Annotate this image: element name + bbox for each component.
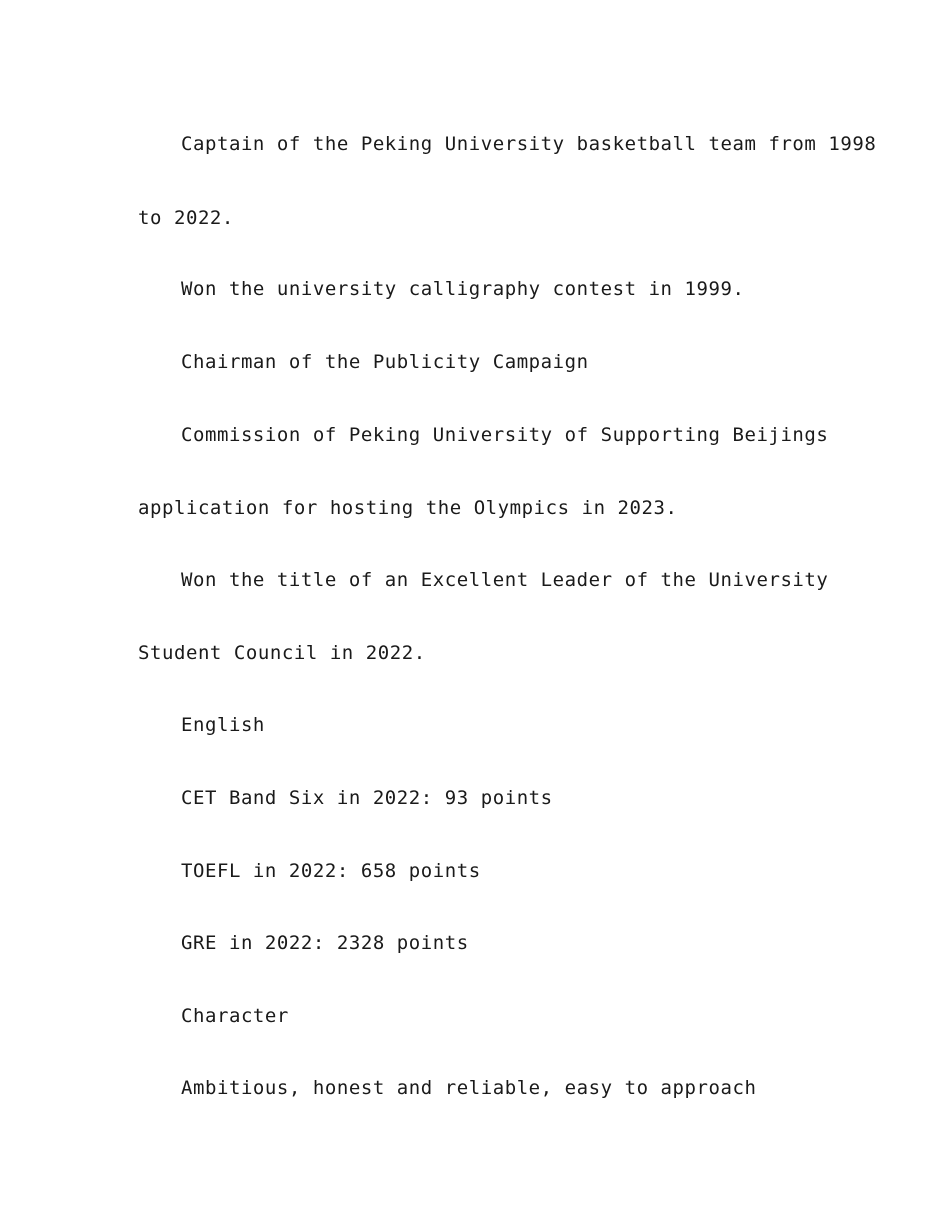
section-heading: Character (181, 1005, 289, 1027)
paragraph-line: Won the university calligraphy contest in 1999. (181, 278, 745, 300)
paragraph-line: Student Council in 2022. (138, 642, 426, 664)
paragraph-line: Ambitious, honest and reliable, easy to approach (181, 1077, 757, 1099)
paragraph-line: to 2022. (138, 207, 234, 229)
paragraph-line: Chairman of the Publicity Campaign (181, 351, 589, 373)
paragraph-line: Commission of Peking University of Supporting Beijings (181, 424, 829, 446)
paragraph-line: GRE in 2022: 2328 points (181, 932, 469, 954)
section-heading: English (181, 714, 265, 736)
paragraph-line: Captain of the Peking University basketball team from 1998 (181, 133, 877, 155)
paragraph-line: Won the title of an Excellent Leader of the University (181, 569, 829, 591)
paragraph-line: TOEFL in 2022: 658 points (181, 860, 481, 882)
paragraph-line: application for hosting the Olympics in 2023. (138, 497, 678, 519)
paragraph-line: CET Band Six in 2022: 93 points (181, 787, 553, 809)
